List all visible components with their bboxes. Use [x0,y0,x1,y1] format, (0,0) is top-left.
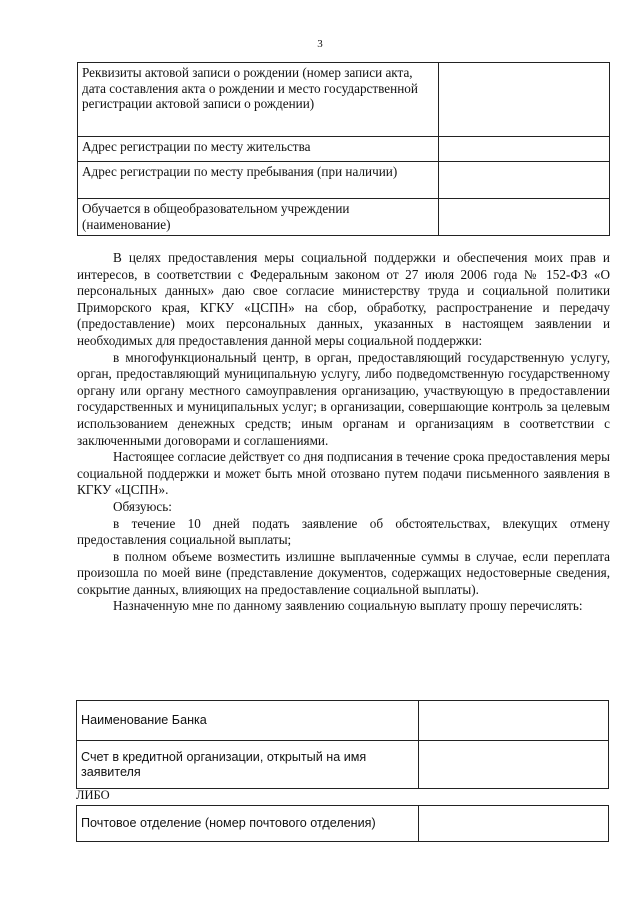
table-row [77,701,609,741]
table-row [78,137,610,162]
field-label-birth-record: Реквизиты актовой записи о рождении (номер записи акта, дата составления акта о рождении и место государственной регистрации актовой записи о рождении) [78,63,439,137]
paragraph-obligations-heading: Обязуюсь: [113,498,172,514]
post-office-table [76,805,609,842]
field-label-bank-name: Наименование Банка [77,701,419,741]
field-label-bank-account: Счет в кредитной организации, открытый на имя заявителя [77,741,419,789]
page-number: 3 [317,38,323,50]
field-value-stay-address[interactable] [439,162,610,199]
paragraph-recipients: в многофункциональный центр, в орган, предоставляющий государственную услугу, орган, предоставляющий муниципальную услугу, либо подведомственную государственному органу или органу местного самоуправления организацию, участвующую в предоставлении государственных и муниципальных услуг; в организации, совершающие контроль за целевым использованием денежных средств; иным органам и организациям в соответствии с заключенными договорами и соглашениями. [77,349,610,448]
paragraph-consent: В целях предоставления меры социальной поддержки и обеспечения моих прав и интересов, в соответствии с Федеральным законом от 27 июля 2006 года № 152-ФЗ «О персональных данных» даю свое согласие министерству труда и социальной политики Приморского края, КГКУ «ЦСПН» на сбор, обработку, распространение и передачу (предоставление) моих персональных данных, указанных в настоящем заявлении и необходимых для предоставления данной меры социальной поддержки: [77,250,610,348]
table-row [78,63,610,137]
or-separator: ЛИБО [76,788,110,802]
bank-details-table [76,700,609,789]
field-label-post-office: Почтовое отделение (номер почтового отделения) [77,806,419,842]
field-label-school: Обучается в общеобразовательном учреждении (наименование) [78,199,439,236]
field-value-bank-name[interactable] [419,701,609,741]
consent-text [77,250,610,615]
field-value-residence-address[interactable] [439,137,610,162]
paragraph-transfer-request: Назначенную мне по данному заявлению социальную выплату прошу перечислять: [113,598,583,614]
paragraph-obligation-refund: в полном объеме возместить излишне выплаченные суммы в случае, если переплата произошла по моей вине (представление документов, содержащих недостоверные сведения, сокрытие данных, влияющих на предоставление социальной выплаты). [77,548,610,597]
table-row [78,199,610,236]
field-value-birth-record[interactable] [439,63,610,137]
personal-data-table [77,62,610,236]
paragraph-validity: Настоящее согласие действует со дня подписания в течение срока предоставления меры социальной поддержки и может быть мной отозвано путем подачи письменного заявления в КГКУ «ЦСПН». [77,449,610,498]
field-label-stay-address: Адрес регистрации по месту пребывания (при наличии) [78,162,439,199]
field-label-residence-address: Адрес регистрации по месту жительства [78,137,439,162]
paragraph-obligation-notify: в течение 10 дней подать заявление об обстоятельствах, влекущих отмену предоставления социальной выплаты; [77,515,610,548]
table-row [77,741,609,789]
field-value-post-office[interactable] [419,806,609,842]
table-row [77,806,609,842]
table-row [78,162,610,199]
field-value-bank-account[interactable] [419,741,609,789]
field-value-school[interactable] [439,199,610,236]
